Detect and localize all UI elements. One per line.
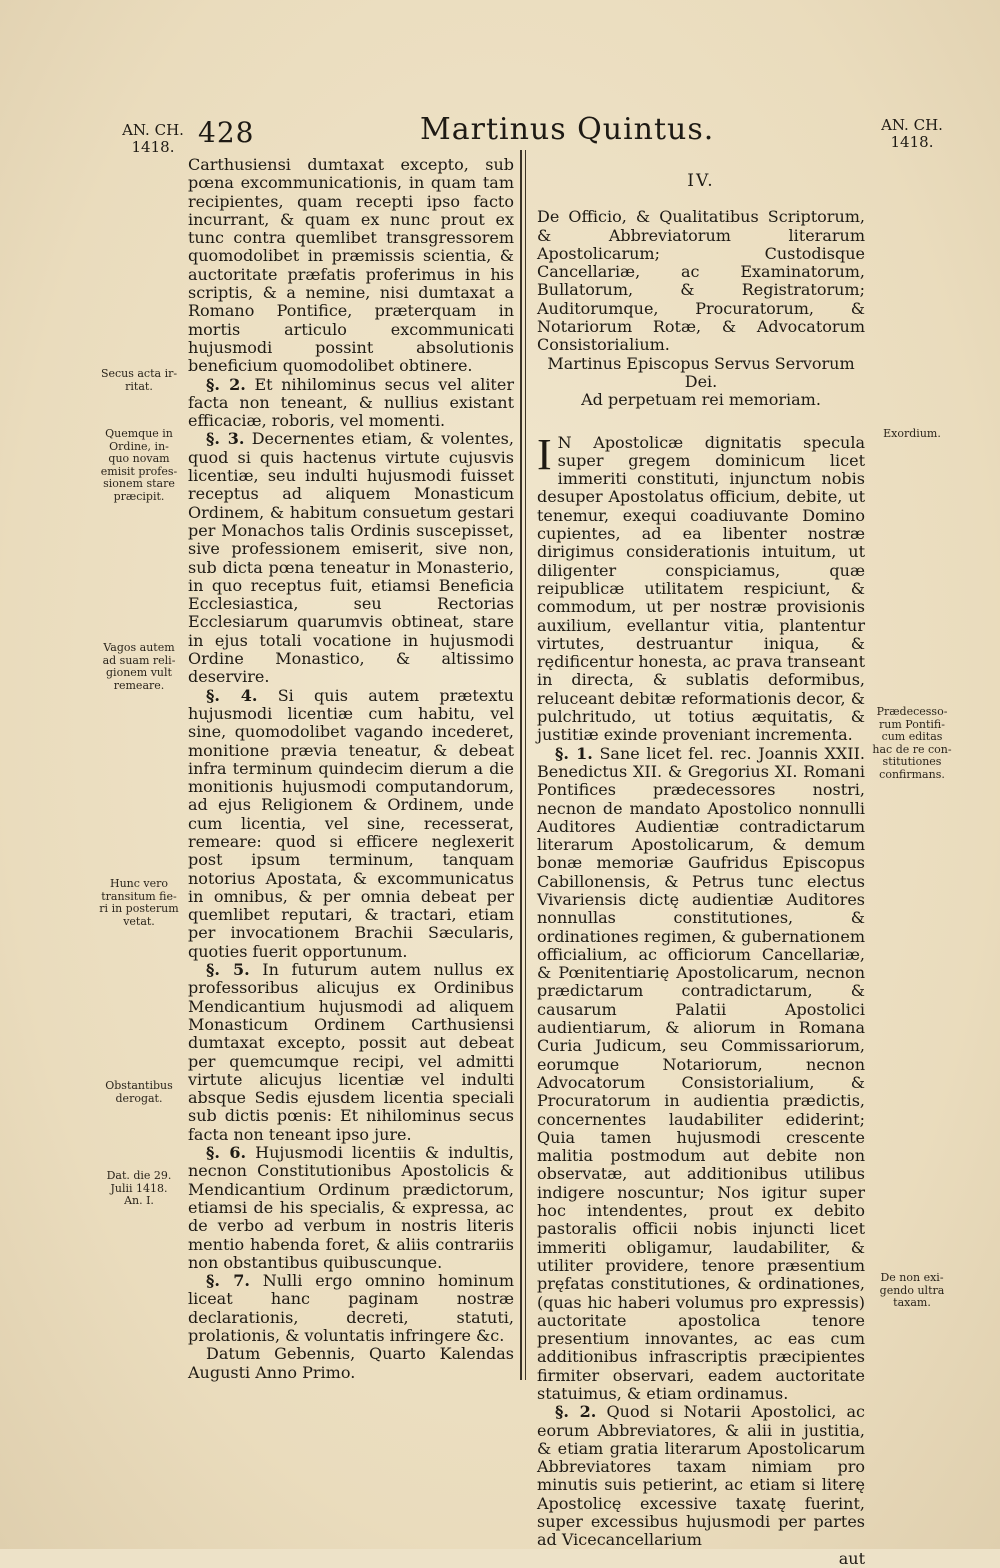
- dating-clause: Datum Gebennis, Quarto Kalendas Augusti Anno Primo.: [188, 1344, 514, 1382]
- column-divider: [520, 150, 522, 1380]
- paragraph-section-2: §. 2. Et nihilominus secus vel aliter facta non teneant, & nullius existant efficaciæ, roboris, vel momenti.: [188, 374, 514, 431]
- paragraph-section-4: §. 4. Si quis autem prætextu hujusmodi licentiæ cum habitu, vel sine, quomodolibet vagando incederet, monitione prævia teneatur, & debeat infra terminum quindecim dierum a die monitionis hujusmodi computandorum, ad ejus Religionem & Ordinem, unde cum licentia, vel sine, recesserat, remeare: quod si efficere neglexerit post ipsum terminum, tanquam notorius Apostata, & excommunicatus in omnibus, & per omnia debeat per quemlibet reputari, & tractari, etiam per invocationem Brachii Sæcularis, quoties fuerit opportunum.: [188, 685, 514, 961]
- catchword: aut: [838, 1548, 865, 1568]
- margin-note-praedecessorum: Prædecesso- rum Pontifi- cum editas hac de re con- stitutiones confirmans.: [872, 705, 952, 781]
- margin-note-secus-acta: Secus acta ir- ritat.: [100, 367, 178, 393]
- drop-cap: I: [537, 429, 552, 479]
- margin-note-quemque-in-ordine: Quemque in Ordine, in- quo novam emisit profes- sionem stare præcipit.: [100, 427, 178, 503]
- page-number: 428: [198, 116, 255, 149]
- paragraph-section-3: §. 3. Decernentes etiam, & volentes, quod si quis hactenus virtute cujusvis licentiæ, seu indulti hujusmodi fuisset receptus ad aliquem Monasticum Ordinem, & habitum consuetum gestari per Monachos talis Ordinis suscepisset, sive professionem emiserit, sive non, sub dicta pœna teneatur in Monasterio, in quo receptus fuit, etiamsi Beneficia Ecclesiastica, seu Rectorias Ecclesiarum quarumvis obtineat, stare in ejus totali vocatione in hujusmodi Ordine Monastico, & altissimo deservire.: [188, 429, 514, 687]
- section-title: De Officio, & Qualitatibus Scriptorum, & Abbreviatorum literarum Apostolicarum; Custodisque Cancellariæ, ac Examinatorum, Bullatorum, & Registratorum; Auditorumque, Procuratorum, & Notariorum Rotæ, & Advocatorum Consistorialium.: [537, 207, 865, 355]
- year-annotation-right: AN. CH. 1418.: [881, 116, 943, 151]
- paragraph-section-7: §. 7. Nulli ergo omnino hominum liceat hanc paginam nostræ declarationis, decreti, statuti, prolationis, & voluntatis infringere &c.: [188, 1271, 514, 1345]
- running-head: Martinus Quintus.: [420, 112, 715, 147]
- column-divider-inner: [525, 150, 526, 1380]
- section-number: IV.: [687, 171, 715, 191]
- paragraph-section-2-right: §. 2. Quod si Notarii Apostolici, ac eorum Abbreviatores, & alii in justitia, & etiam gratia literarum Apostolicarum Abbreviatores taxam nimiam pro minutis suis petierint, ac etiam si literę Apostolicę excessive taxatę fuerint, super excessibus hujusmodi per partes ad Vicecancellarium: [537, 1402, 866, 1550]
- margin-note-vagos-autem: Vagos autem ad suam reli- gionem vult remeare.: [102, 641, 176, 692]
- margin-note-date: Dat. die 29. Julii 1418. An. I.: [106, 1169, 172, 1207]
- margin-note-exordium: Exordium.: [883, 427, 941, 440]
- margin-note-hunc-vero: Hunc vero transitum fie- ri in posterum vetat.: [99, 877, 179, 928]
- paragraph: Carthusiensi dumtaxat excepto, sub pœna excommunicationis, in quam tam recipientes, quam recepti ipso facto incurrant, & quam ex nunc prout ex tunc contra quemlibet transgressorem quomodolibet in præmissis scientia, & auctoritate præfatis proferimus in his scriptis, & a nemine, nisi dumtaxat a Romano Pontifice, præterquam in mortis articulo excommunicati hujusmodi possint absolutionis beneficium quomodolibet obtinere.: [188, 155, 514, 376]
- margin-note-de-non-exigendo: De non exi- gendo ultra taxam.: [879, 1271, 945, 1309]
- salutation: Martinus Episcopus Servus Servorum Dei. Ad perpetuam rei memoriam.: [547, 353, 855, 410]
- paragraph-section-5: §. 5. In futurum autem nullus ex professoribus alicujus ex Ordinibus Mendicantium hujusmodi ad aliquem Monasticum Ordinem Carthusiensi dumtaxat excepto, possit aut debeat per quemcumque recipi, vel admitti virtute alicujus licentiæ vel indulti absque Sedis ejusdem licentia speciali sub dictis pœnis: Et nihilominus secus facta non teneant ipso jure.: [188, 960, 514, 1144]
- exordium-paragraph: I N Apostolicæ dignitatis specula super gregem dominicum licet immeriti constituti, injunctum nobis desuper Apostolatus officium, debite, ut tenemur, exequi coadiuvante Domino cupientes, ad ea libenter nostræ dirigimus considerationis intuitum, ut diligenter conspiciamus, quæ reipublicæ utilitatem respiciunt, & commodum, ut per nostræ provisionis auxilium, evellantur vitia, plantentur virtutes, destruantur iniqua, & rędificentur honesta, ac prava transeant in directa, & sublatis deformibus, reluceant debitæ reformationis decor, & pulchritudo, ut totius æquitatis, & justitiæ exinde proveniant incrementa.: [537, 429, 865, 745]
- right-text-column: [537, 172, 865, 1568]
- paragraph-section-1: §. 1. Sane licet fel. rec. Joannis XXII. Benedictus XII. & Gregorius XI. Romani Pontifices prædecessores nostri, necnon de mandato Apostolico nonnulli Auditores Audientiæ contradictarum literarum Apostolicarum, & demum bonæ memoriæ Gaufridus Episcopus Cabillonensis, & Petrus tunc electus Vivariensis dictę audientiæ Auditores nonnullas constitutiones, & ordinationes regimen, & gubernationem officialium, ac officiorum Cancellariæ, & Pœnitentiarię Apostolicarum, necnon prædictarum contradictarum, & causarum Palatii Apostolici audientiarum, & aliorum in Romana Curia Judicum, seu Commissariorum, eorumque Notariorum, necnon Advocatorum Consistorialium, & Procuratorum in audientia prædictis, concernentes laudabiliter ediderint; Quia tamen hujusmodi crescente malitia postmodum aut debite non observatæ, aut additionibus utilibus indigere noscuntur; Nos igitur super hoc intendentes, prout ex debito pastoralis officii nobis injuncti licet immeriti obligamur, laudabiliter, & utiliter providere, tenore præsentium pręfatas constitutiones, & ordinationes, (quas hic haberi volumus pro expressis) auctoritate apostolica tenore presentium innovantes, ac eas cum additionibus infrascriptis præcipientes firmiter observari, eadem auctoritate statuimus, & etiam ordinamus.: [537, 743, 865, 1403]
- margin-note-obstantibus: Obstantibus derogat.: [105, 1079, 173, 1105]
- left-text-column: [188, 156, 514, 1382]
- paragraph-section-6: §. 6. Hujusmodi licentiis & indultis, necnon Constitutionibus Apostolicis & Mendicantium Ordinum prædictorum, etiamsi de his specialis, & expressa, ac de verbo ad verbum in nostris literis mentio habenda foret, & aliis contrariis non obstantibus quibuscunque.: [188, 1143, 515, 1272]
- year-annotation-left: AN. CH. 1418.: [122, 121, 184, 156]
